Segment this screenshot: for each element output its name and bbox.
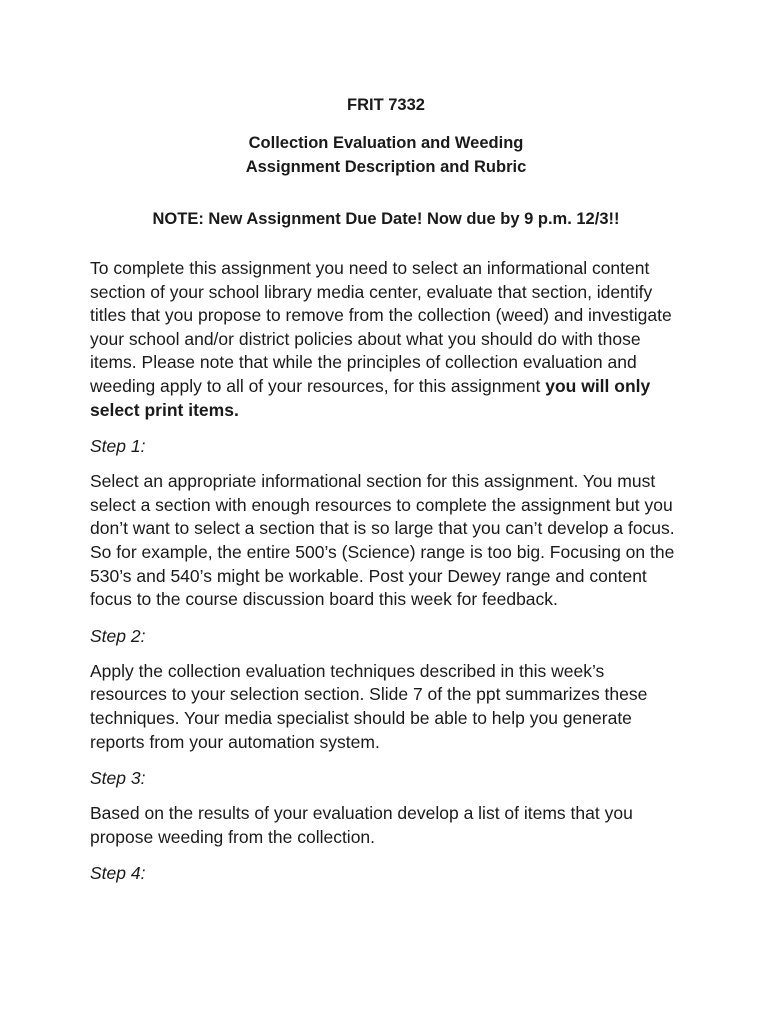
- document-title: Collection Evaluation and Weeding: [248, 134, 524, 152]
- step-3-heading: Step 3:: [90, 768, 146, 789]
- step-1-body: Select an appropriate informational section for this assignment. You must select a section with enough resources to complete the assignment but you don’t want to select a section that is so large that you can’t develop a focus. So for example, the entire 500’s (Science) range is too big. Focusing on the 530’s and 540’s might be workable. Post your Dewey range and content focus to the course discussion board this week for feedback.: [90, 471, 675, 610]
- due-date-note: NOTE: New Assignment Due Date! Now due by 9 p.m. 12/3!!: [152, 210, 620, 228]
- step-2-heading: Step 2:: [90, 625, 146, 646]
- document-subtitle: Assignment Description and Rubric: [245, 158, 527, 176]
- intro-paragraph: [90, 257, 682, 422]
- course-code: FRIT 7332: [347, 96, 425, 114]
- step-2-body: Apply the collection evaluation techniques described in this week’s resources to your selection section. Slide 7 of the ppt summarizes these techniques. Your media specialist should be able to help you generate reports from your automation system.: [90, 660, 648, 752]
- intro-text: To complete this assignment you need to select an informational content section of your school library media center, evaluate that section, identify titles that you propose to remove from the collection (weed) and investigate your school and/or district policies about what you should do with those items. Please note that while the principles of collection evaluation and weeding apply to all of your resources, for this assignment: [90, 258, 672, 396]
- step-4-heading: Step 4:: [90, 863, 146, 884]
- step-1-heading: Step 1:: [90, 436, 146, 457]
- step-3-body: Based on the results of your evaluation develop a list of items that you propose weeding from the collection.: [90, 803, 633, 847]
- intro-bold-text: you will only select print items.: [90, 375, 651, 420]
